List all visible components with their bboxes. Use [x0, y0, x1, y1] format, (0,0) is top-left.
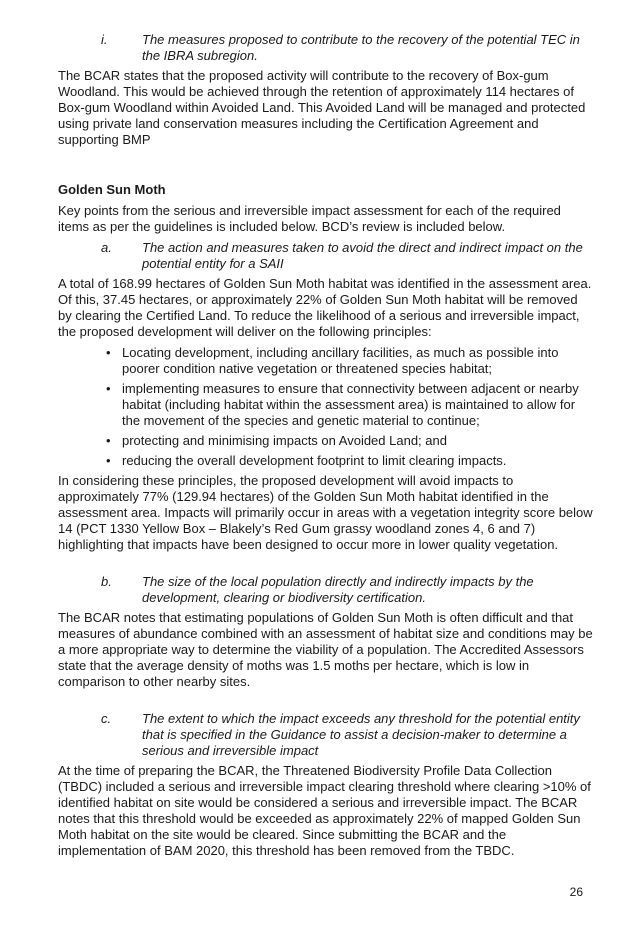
page-content [58, 32, 593, 864]
list-item [58, 345, 593, 377]
list-item-a [58, 240, 593, 272]
paragraph-threshold: At the time of preparing the BCAR, the Threatened Biodiversity Profile Data Collection (TBDC) included a serious and irreversible impact clearing threshold where clearing >10% of identified habitat on site would be considered a serious and irreversible impact. The BCAR notes that this threshold would be exceeded as approximately 22% of mapped Golden Sun Moth habitat on the site would be cleared. Since submitting the BCAR and the implementation of BAM 2020, this threshold has been removed from the TBDC. [58, 763, 591, 858]
item-text: The measures proposed to contribute to the recovery of the potential TEC in the IBRA subregion. [142, 32, 580, 63]
section-heading: Golden Sun Moth [58, 182, 166, 197]
item-text: The action and measures taken to avoid the direct and indirect impact on the potential entity for a SAII [142, 240, 583, 271]
item-number: b. [101, 574, 112, 589]
paragraph-bcar-tec: The BCAR states that the proposed activity will contribute to the recovery of Box-gum Woodland. This would be achieved through the retention of approximately 114 hectares of Box-gum Woodland within Avoided Land. This Avoided Land will be managed and protected using private land conservation measures including the Certification Agreement and supporting BMP [58, 68, 586, 147]
paragraph-habitat: A total of 168.99 hectares of Golden Sun Moth habitat was identified in the assessment area. Of this, 37.45 hectares, or approximately 22% of Golden Sun Moth habitat will be removed by clearing the Certified Land. To reduce the likelihood of a serious and irreversible impact, the proposed development will deliver on the following principles: [58, 276, 592, 339]
bullet-list [58, 345, 593, 469]
page-number: 26 [569, 885, 583, 899]
bullet-text: reducing the overall development footprint to limit clearing impacts. [122, 453, 507, 468]
item-text: The size of the local population directly and indirectly impacts by the development, clearing or biodiversity certification. [142, 574, 534, 605]
bullet-icon: • [106, 345, 111, 360]
list-item-b [58, 574, 593, 606]
item-number: c. [101, 711, 112, 726]
list-item-i [58, 32, 593, 64]
bullet-icon: • [106, 433, 111, 448]
item-number: a. [101, 240, 112, 255]
list-item [58, 381, 593, 429]
list-item [58, 453, 593, 469]
item-text: The extent to which the impact exceeds any threshold for the potential entity that is specified in the Guidance to assist a decision-maker to determine a serious and irreversible impact [142, 711, 580, 758]
list-item-c [58, 711, 593, 759]
paragraph-population: The BCAR notes that estimating populations of Golden Sun Moth is often difficult and that measures of abundance combined with an assessment of habitat size and conditions may be a more appropriate way to determine the viability of a population. The Accredited Assessors state that the average density of moths was 1.5 moths per hectare, which is low in comparison to other nearby sites. [58, 610, 593, 689]
spacer [58, 695, 593, 711]
bullet-text: Locating development, including ancillary facilities, as much as possible into poorer condition native vegetation or threatened species habitat; [122, 345, 559, 376]
list-item [58, 433, 593, 449]
bullet-text: implementing measures to ensure that connectivity between adjacent or nearby habitat (including habitat within the assessment area) is maintained to allow for the movement of the species and genetic material to continue; [122, 381, 579, 428]
bullet-icon: • [106, 381, 111, 396]
item-number: i. [101, 32, 108, 47]
paragraph-key-points: Key points from the serious and irreversible impact assessment for each of the required items as per the guidelines is included below. BCD’s review is included below. [58, 203, 561, 234]
paragraph-principles: In considering these principles, the proposed development will avoid impacts to approximately 77% (129.94 hectares) of the Golden Sun Moth habitat identified in the assessment area. Impacts will primarily occur in areas with a vegetation integrity score below 14 (PCT 1330 Yellow Box – Blakely’s Red Gum grassy woodland zones 4, 6 and 7) highlighting that impacts have been designed to occur more in lower quality vegetation. [58, 473, 593, 552]
bullet-text: protecting and minimising impacts on Avoided Land; and [122, 433, 447, 448]
bullet-icon: • [106, 453, 111, 468]
spacer [58, 558, 593, 574]
